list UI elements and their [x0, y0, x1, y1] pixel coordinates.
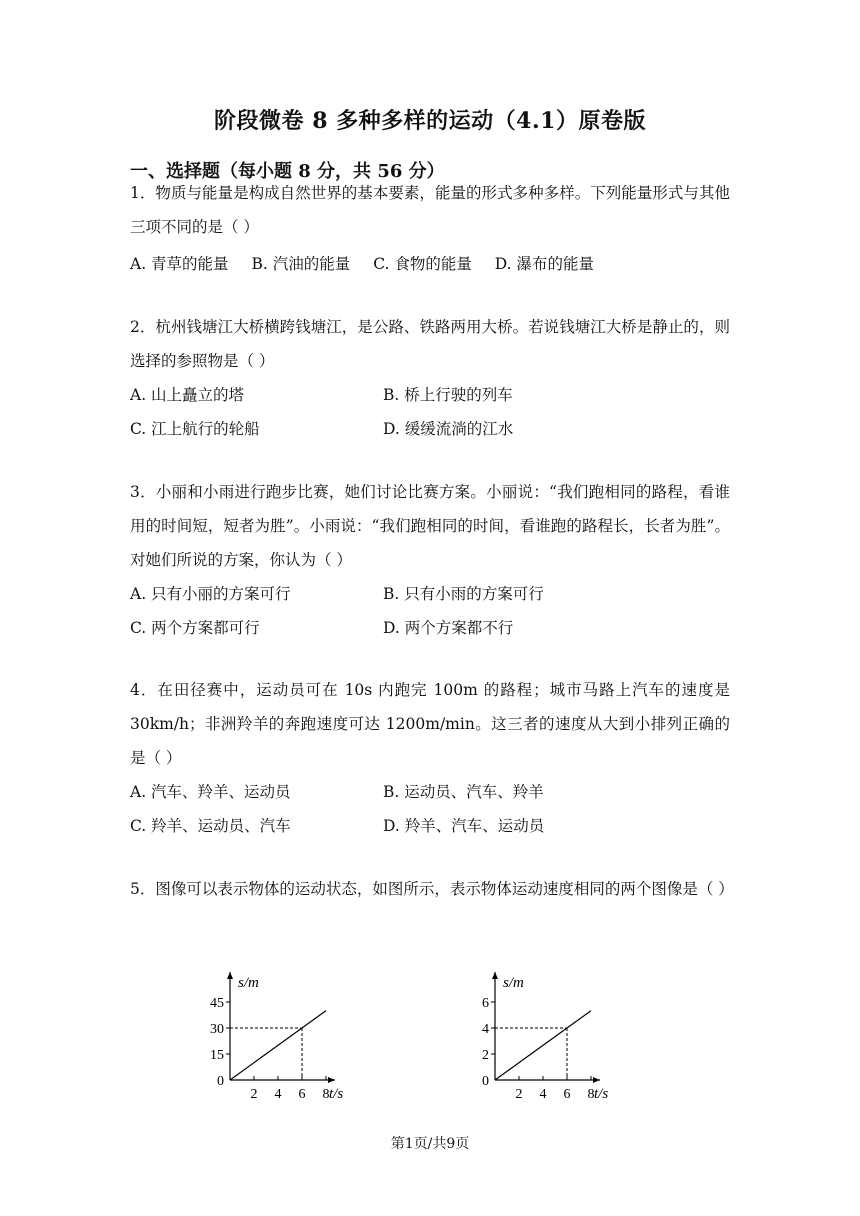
q4-option-a: A. 汽车、羚羊、运动员 — [130, 783, 291, 801]
x-tick-label: 2 — [515, 1087, 523, 1102]
x-tick-label: 4 — [274, 1087, 282, 1102]
section-heading: 一、选择题（每小题 8 分，共 56 分） — [130, 161, 445, 182]
q2-option-c: C. 江上航行的轮船 — [130, 420, 260, 438]
page-title: 阶段微卷 8 多种多样的运动（4.1）原卷版 — [214, 108, 646, 134]
question-5-stem: 5．图像可以表示物体的运动状态，如图所示，表示物体运动速度相同的两个图像是（ ） — [130, 880, 734, 898]
y-tick-label: 45 — [210, 996, 224, 1011]
x-tick-label: 6 — [298, 1087, 306, 1102]
x-axis-arrow — [593, 1077, 600, 1083]
x-axis-arrow — [328, 1077, 335, 1083]
y-axis-label: s/m — [238, 975, 259, 991]
x-axis-label: t/s — [329, 1086, 344, 1102]
y-tick-label: 6 — [482, 996, 489, 1011]
x-tick-label: 8 — [587, 1087, 595, 1102]
q3-option-b: B. 只有小雨的方案可行 — [383, 585, 544, 603]
page-footer: 第1页/共9页 — [390, 1136, 470, 1152]
question-4-stem: 4．在田径赛中，运动员可在 10s 内跑完 100m 的路程；城市马路上汽车的速度是 30km/h；非洲羚羊的奔跑速度可达 1200m/min。这三者的速度从大到小排列正确的是（ ） — [130, 681, 730, 767]
question-1-stem: 1．物质与能量是构成自然世界的基本要素，能量的形式多种多样。下列能量形式与其他三项不同的是（ ） — [130, 184, 730, 236]
x-tick-label: 6 — [563, 1087, 571, 1102]
q4-option-c: C. 羚羊、运动员、汽车 — [130, 817, 291, 835]
y-tick-label: 0 — [482, 1074, 489, 1089]
y-tick-label: 30 — [210, 1022, 224, 1037]
y-tick-label: 2 — [482, 1048, 489, 1063]
series-line — [495, 1011, 591, 1080]
y-axis-label: s/m — [503, 975, 524, 991]
series-line — [230, 1011, 326, 1080]
q3-option-a: A. 只有小丽的方案可行 — [130, 585, 291, 603]
q3-option-c: C. 两个方案都可行 — [130, 619, 260, 637]
q4-option-b: B. 运动员、汽车、羚羊 — [383, 783, 544, 801]
q2-option-d: D. 缓缓流淌的江水 — [383, 420, 514, 438]
q1-option-d: D. 瀑布的能量 — [494, 255, 595, 273]
question-3-stem: 3．小丽和小雨进行跑步比赛，她们讨论比赛方案。小丽说：“我们跑相同的路程，看谁用的时间短，短者为胜”。小雨说：“我们跑相同的时间，看谁跑的路程长，长者为胜”。对她们所说的方案，你认为（ ） — [130, 483, 730, 569]
x-axis-label: t/s — [594, 1086, 609, 1102]
q1-option-c: C. 食物的能量 — [373, 255, 472, 273]
graph-right — [460, 962, 630, 1107]
x-tick-label: 4 — [539, 1087, 547, 1102]
q4-option-d: D. 羚羊、汽车、运动员 — [383, 817, 545, 835]
graph-left — [195, 962, 365, 1107]
q2-option-b: B. 桥上行驶的列车 — [383, 386, 513, 404]
q2-option-a: A. 山上矗立的塔 — [130, 386, 245, 404]
x-tick-label: 8 — [322, 1087, 330, 1102]
y-axis-arrow — [227, 972, 233, 979]
x-tick-label: 2 — [250, 1087, 258, 1102]
q3-option-d: D. 两个方案都不行 — [383, 619, 514, 637]
y-axis-arrow — [492, 972, 498, 979]
y-tick-label: 15 — [210, 1048, 224, 1063]
y-tick-label: 0 — [217, 1074, 224, 1089]
q1-option-b: B. 汽油的能量 — [251, 255, 351, 273]
question-2-stem: 2．杭州钱塘江大桥横跨钱塘江，是公路、铁路两用大桥。若说钱塘江大桥是静止的，则选择的参照物是（ ） — [130, 318, 730, 370]
question-1-options — [130, 252, 612, 274]
y-tick-label: 4 — [482, 1022, 489, 1037]
q1-option-a: A. 青草的能量 — [130, 255, 229, 273]
